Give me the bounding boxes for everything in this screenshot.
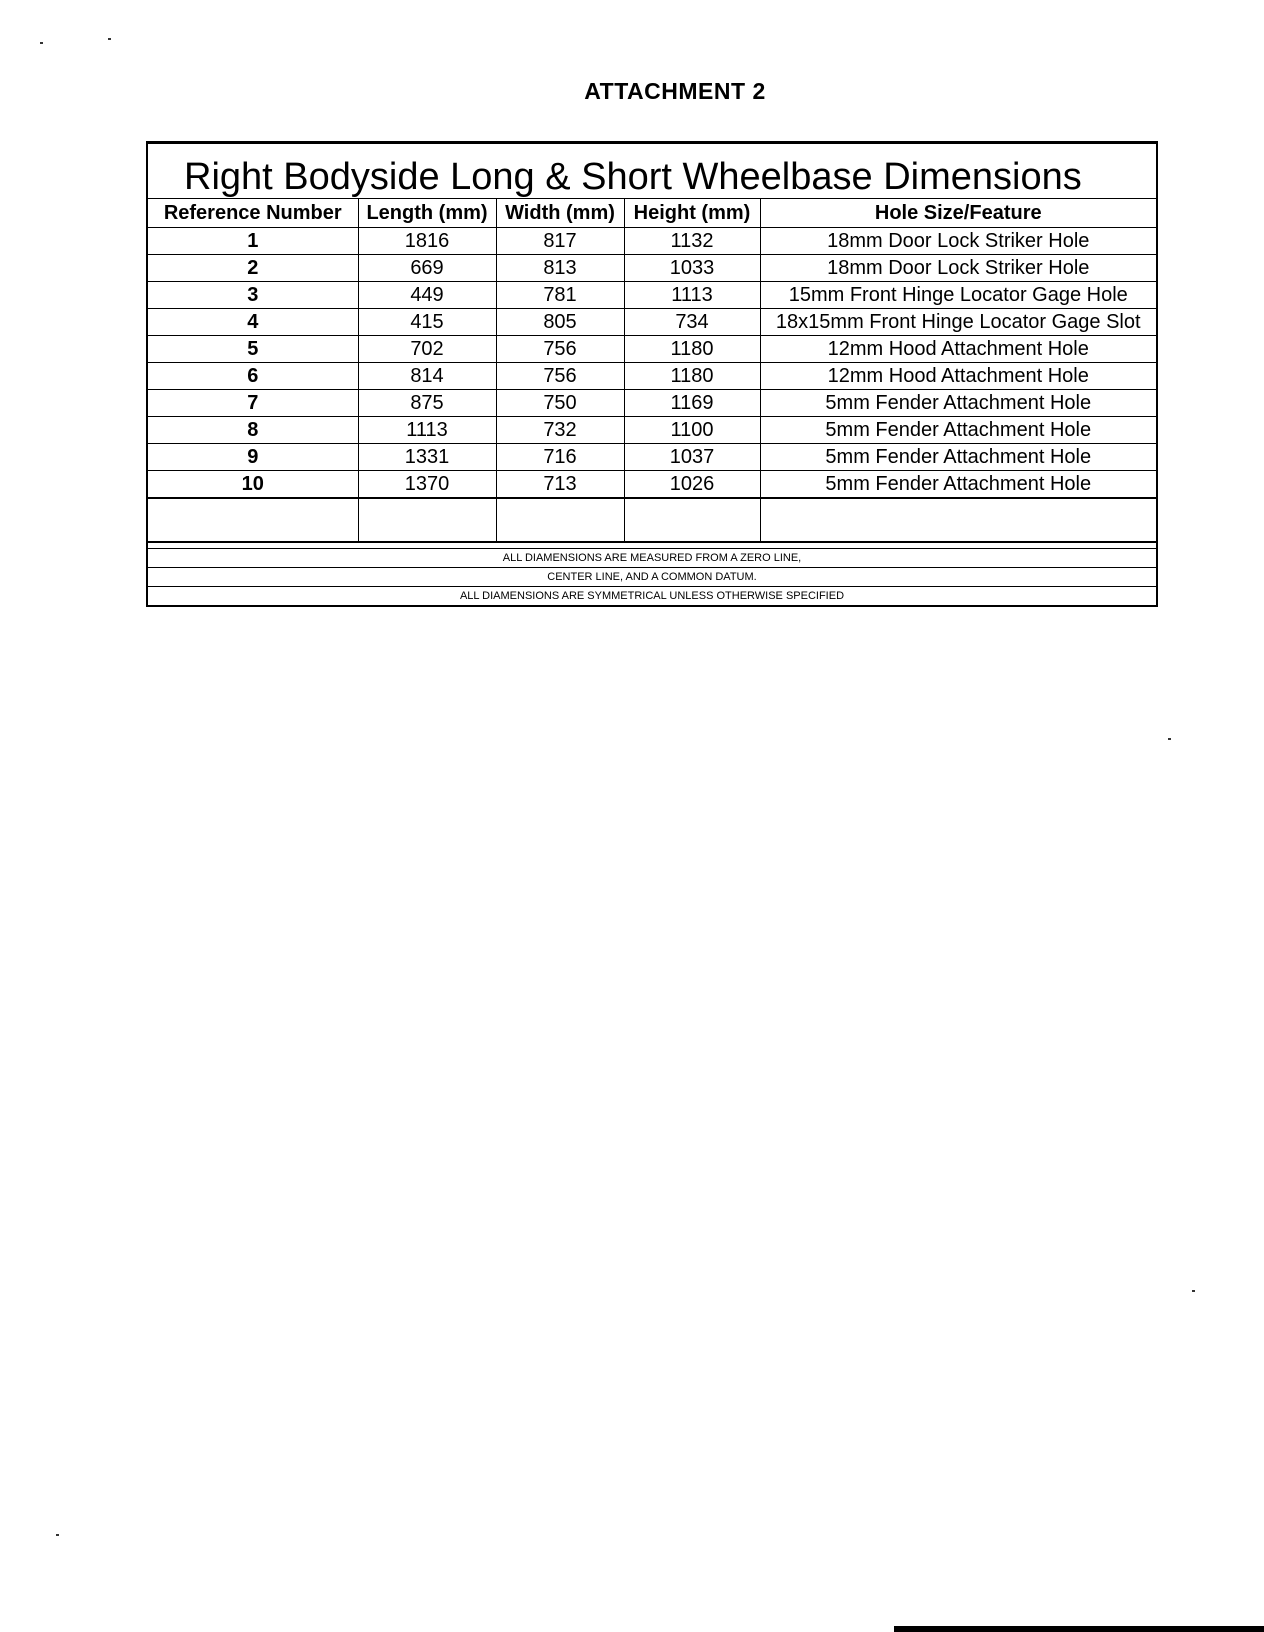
column-header-width: Width (mm) [496,199,624,228]
cell-feature: 5mm Fender Attachment Hole [760,417,1156,444]
table-row [148,390,1156,417]
cell-reference-number: 10 [148,471,358,499]
cell-feature: 5mm Fender Attachment Hole [760,471,1156,499]
cell-height: 1100 [624,417,760,444]
table-row [148,336,1156,363]
cell-length: 1331 [358,444,496,471]
cell-length: 669 [358,255,496,282]
table-row [148,228,1156,255]
scan-edge-mark [894,1626,1264,1632]
cell-reference-number: 6 [148,363,358,390]
cell-width: 817 [496,228,624,255]
cell-length: 1113 [358,417,496,444]
cell-feature: 12mm Hood Attachment Hole [760,336,1156,363]
empty-cell [148,498,358,542]
note-line: ALL DIAMENSIONS ARE MEASURED FROM A ZERO LINE, [148,548,1156,568]
cell-reference-number: 7 [148,390,358,417]
cell-length: 1370 [358,471,496,499]
scan-speck [56,1534,59,1536]
cell-length: 1816 [358,228,496,255]
cell-feature: 5mm Fender Attachment Hole [760,390,1156,417]
cell-width: 781 [496,282,624,309]
note-line: CENTER LINE, AND A COMMON DATUM. [148,568,1156,587]
cell-height: 1132 [624,228,760,255]
cell-length: 875 [358,390,496,417]
table-title: Right Bodyside Long & Short Wheelbase Dimensions [184,156,1082,198]
note-line: ALL DIAMENSIONS ARE SYMMETRICAL UNLESS OTHERWISE SPECIFIED [148,587,1156,606]
cell-feature: 18mm Door Lock Striker Hole [760,255,1156,282]
scan-speck [1168,738,1171,740]
cell-width: 813 [496,255,624,282]
cell-reference-number: 2 [148,255,358,282]
scan-speck [108,38,111,40]
table-row [148,282,1156,309]
dimensions-table [148,198,1156,543]
cell-height: 1169 [624,390,760,417]
table-notes [148,548,1156,606]
cell-feature: 5mm Fender Attachment Hole [760,444,1156,471]
cell-width: 750 [496,390,624,417]
table-row [148,444,1156,471]
cell-length: 449 [358,282,496,309]
cell-feature: 12mm Hood Attachment Hole [760,363,1156,390]
empty-cell [760,498,1156,542]
cell-reference-number: 3 [148,282,358,309]
table-row [148,363,1156,390]
cell-feature: 15mm Front Hinge Locator Gage Hole [760,282,1156,309]
cell-feature: 18mm Door Lock Striker Hole [760,228,1156,255]
table-row [148,471,1156,499]
cell-height: 1026 [624,471,760,499]
cell-reference-number: 5 [148,336,358,363]
column-header-height: Height (mm) [624,199,760,228]
cell-height: 734 [624,309,760,336]
cell-feature: 18x15mm Front Hinge Locator Gage Slot [760,309,1156,336]
empty-cell [624,498,760,542]
cell-width: 716 [496,444,624,471]
cell-reference-number: 4 [148,309,358,336]
scan-speck [1192,1290,1195,1292]
cell-length: 702 [358,336,496,363]
table-header-row [148,199,1156,228]
cell-height: 1180 [624,336,760,363]
table-row [148,255,1156,282]
cell-width: 713 [496,471,624,499]
cell-reference-number: 8 [148,417,358,444]
cell-width: 756 [496,336,624,363]
cell-length: 415 [358,309,496,336]
attachment-title: ATTACHMENT 2 [584,78,766,104]
cell-height: 1113 [624,282,760,309]
cell-reference-number: 1 [148,228,358,255]
table-row [148,417,1156,444]
table-row-empty [148,498,1156,542]
cell-height: 1037 [624,444,760,471]
empty-cell [358,498,496,542]
cell-height: 1033 [624,255,760,282]
column-header-length: Length (mm) [358,199,496,228]
scan-speck [40,42,43,44]
column-header-reference-number: Reference Number [148,199,358,228]
cell-width: 756 [496,363,624,390]
column-header-hole-size-feature: Hole Size/Feature [760,199,1156,228]
cell-width: 732 [496,417,624,444]
table-row [148,309,1156,336]
cell-reference-number: 9 [148,444,358,471]
cell-length: 814 [358,363,496,390]
cell-height: 1180 [624,363,760,390]
cell-width: 805 [496,309,624,336]
empty-cell [496,498,624,542]
